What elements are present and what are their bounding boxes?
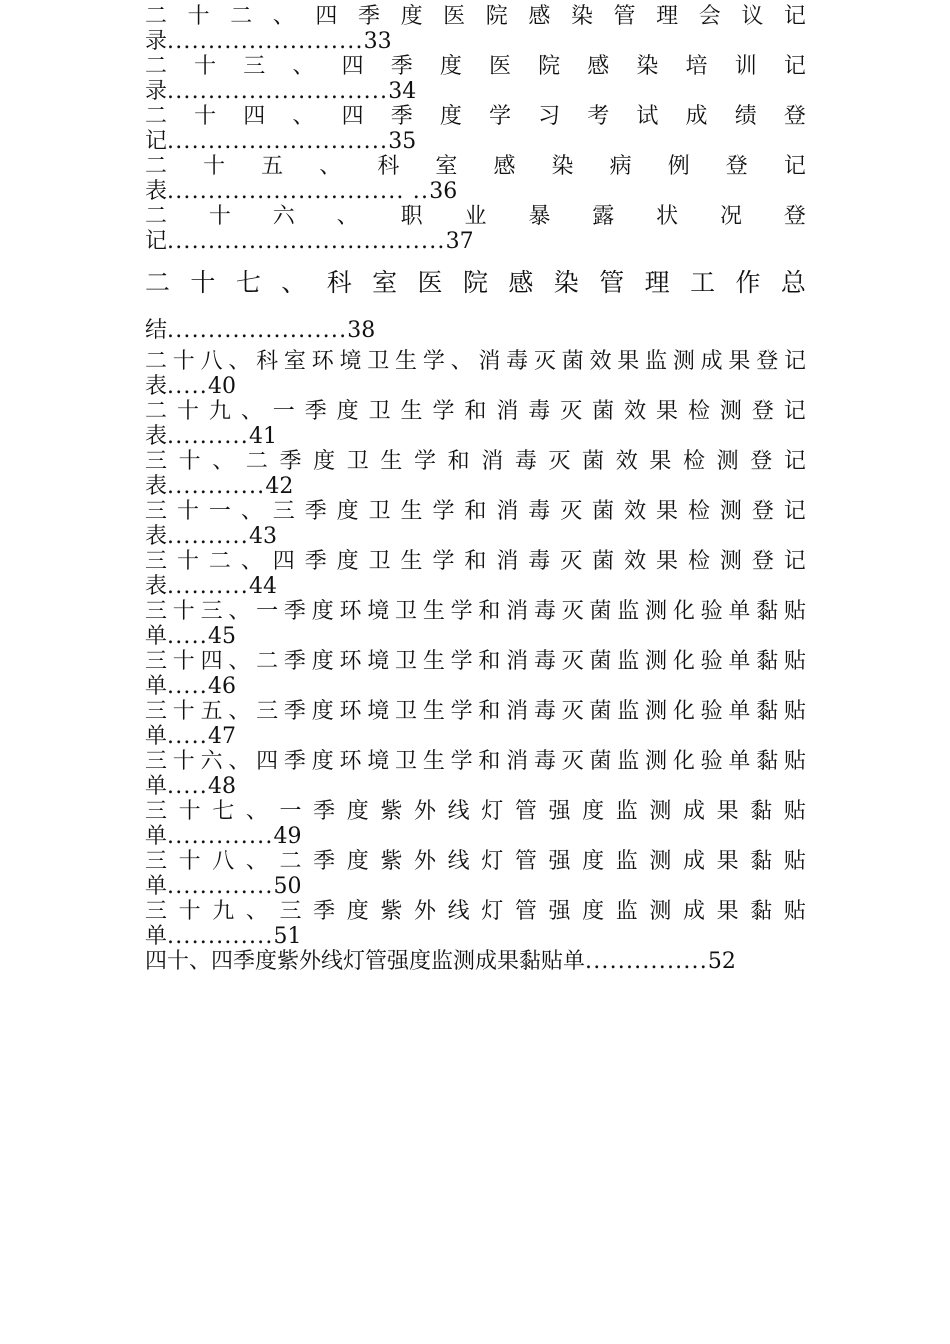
toc-entry <box>145 499 806 549</box>
toc-page-number: 51 <box>273 924 302 949</box>
toc-entry-tail-char: 记 <box>145 129 168 154</box>
toc-entry-continuation <box>145 874 806 899</box>
toc-leader-dots: ............. <box>167 824 274 849</box>
toc-leader-dots: .................................. <box>167 229 446 254</box>
toc-entry <box>145 54 806 104</box>
toc-page-number: 43 <box>248 524 277 549</box>
toc-entry <box>145 849 806 899</box>
toc-entry-tail-char: 表 <box>145 574 168 599</box>
toc-page-number: 42 <box>265 474 294 499</box>
toc-entry-continuation <box>145 624 806 649</box>
toc-entry-tail-char: 单 <box>145 624 168 649</box>
toc-entry-title: 三 十 五 、 三 季 度 环 境 卫 生 学 和 消 毒 灭 菌 监 测 化 验 单 黏 贴 <box>145 699 806 724</box>
toc-entry-title: 二 十 七 、 科 室 医 院 感 染 管 理 工 作 总 <box>145 268 806 297</box>
toc-entry-tail-char: 单 <box>145 824 168 849</box>
toc-page-number: 35 <box>388 129 417 154</box>
toc-entry-title: 二 十 二 、 四 季 度 医 院 感 染 管 理 会 议 记 <box>145 4 806 29</box>
toc-leader-dots: ............ <box>167 474 266 499</box>
toc-leader-dots: .......... <box>167 424 249 449</box>
toc-page-number: 49 <box>273 824 302 849</box>
toc-entry-continuation <box>145 229 806 254</box>
toc-page-number: 50 <box>273 874 302 899</box>
toc-entry <box>145 749 806 799</box>
toc-entry-continuation <box>145 129 806 154</box>
toc-entry-tail-char: 表 <box>145 374 168 399</box>
toc-entry-continuation <box>145 524 806 549</box>
toc-leader-dots: ............. <box>167 874 274 899</box>
toc-entry-tail-char: 录 <box>145 79 168 104</box>
toc-entry-tail-char: 结 <box>145 318 168 343</box>
toc-entry <box>145 649 806 699</box>
toc-leader-dots: ..... <box>167 624 208 649</box>
toc-entry-tail-char: 单 <box>145 874 168 899</box>
table-of-contents <box>145 4 806 974</box>
toc-leader-dots: ...................... <box>167 318 348 343</box>
toc-entry-title: 三 十 二 、 四 季 度 卫 生 学 和 消 毒 灭 菌 效 果 检 测 登 记 <box>145 549 806 574</box>
toc-entry <box>145 268 806 343</box>
toc-page-number: 52 <box>707 949 736 974</box>
toc-page-number: 34 <box>388 79 417 104</box>
toc-page-number: 41 <box>248 424 277 449</box>
toc-entry <box>145 449 806 499</box>
toc-entry-continuation <box>145 774 806 799</box>
toc-entry <box>145 204 806 254</box>
toc-entry <box>145 599 806 649</box>
toc-entry-continuation <box>145 574 806 599</box>
toc-entry <box>145 949 806 974</box>
toc-page-number: 44 <box>248 574 277 599</box>
toc-entry-tail-char: 单 <box>145 924 168 949</box>
toc-page-number: 36 <box>429 179 458 204</box>
toc-leader-dots: ..... <box>167 774 208 799</box>
toc-leader-dots: ..... <box>167 724 208 749</box>
toc-entry-title: 三 十 九 、 三 季 度 紫 外 线 灯 管 强 度 监 测 成 果 黏 贴 <box>145 899 806 924</box>
toc-page-number: 45 <box>207 624 236 649</box>
toc-entry <box>145 799 806 849</box>
toc-leader-dots: ..... <box>167 374 208 399</box>
toc-entry-continuation <box>145 318 806 343</box>
toc-entry <box>145 4 806 54</box>
toc-leader-dots: ............. <box>167 924 274 949</box>
toc-entry-title: 二 十 五 、 科 室 感 染 病 例 登 记 <box>145 154 806 179</box>
toc-entry-title: 三 十 四 、 二 季 度 环 境 卫 生 学 和 消 毒 灭 菌 监 测 化 验 单 黏 贴 <box>145 649 806 674</box>
toc-entry <box>145 104 806 154</box>
toc-leader-dots: ........................... <box>167 79 389 104</box>
toc-entry <box>145 899 806 949</box>
toc-entry-continuation <box>145 724 806 749</box>
toc-page-number: 38 <box>347 318 376 343</box>
toc-page-number: 46 <box>207 674 236 699</box>
toc-entry-tail-char: 表 <box>145 424 168 449</box>
toc-leader-dots: ........................ <box>167 29 364 54</box>
toc-entry-tail-char: 单 <box>145 724 168 749</box>
toc-entry-continuation <box>145 374 806 399</box>
toc-entry <box>145 154 806 204</box>
toc-entry-title: 二 十 八 、 科 室 环 境 卫 生 学 、 消 毒 灭 菌 效 果 监 测 成 果 登 记 <box>145 349 806 374</box>
toc-entry <box>145 549 806 599</box>
toc-page-number: 33 <box>363 29 392 54</box>
toc-page-number: 47 <box>207 724 236 749</box>
toc-entry-title: 二 十 三 、 四 季 度 医 院 感 染 培 训 记 <box>145 54 806 79</box>
toc-entry-title: 三 十 三 、 一 季 度 环 境 卫 生 学 和 消 毒 灭 菌 监 测 化 验 单 黏 贴 <box>145 599 806 624</box>
toc-entry-tail-char: 录 <box>145 29 168 54</box>
toc-entry-continuation <box>145 674 806 699</box>
toc-entry <box>145 349 806 399</box>
toc-entry-title: 二 十 六 、 职 业 暴 露 状 况 登 <box>145 204 806 229</box>
toc-entry-title: 二 十 九 、 一 季 度 卫 生 学 和 消 毒 灭 菌 效 果 检 测 登 记 <box>145 399 806 424</box>
toc-leader-dots: ............................. .. <box>167 179 430 204</box>
toc-entry-continuation <box>145 424 806 449</box>
toc-entry-title: 三 十 七 、 一 季 度 紫 外 线 灯 管 强 度 监 测 成 果 黏 贴 <box>145 799 806 824</box>
toc-entry-title: 三 十 、 二 季 度 卫 生 学 和 消 毒 灭 菌 效 果 检 测 登 记 <box>145 449 806 474</box>
toc-entry-continuation <box>145 29 806 54</box>
toc-entry-tail-char: 记 <box>145 229 168 254</box>
toc-entry-tail-char: 表 <box>145 524 168 549</box>
toc-leader-dots: ........................... <box>167 129 389 154</box>
toc-leader-dots: .......... <box>167 574 249 599</box>
toc-entry <box>145 399 806 449</box>
toc-leader-dots: ............... <box>585 949 708 974</box>
toc-entry-title: 三 十 八 、 二 季 度 紫 外 线 灯 管 强 度 监 测 成 果 黏 贴 <box>145 849 806 874</box>
toc-leader-dots: ..... <box>167 674 208 699</box>
toc-entry-title: 三 十 一 、 三 季 度 卫 生 学 和 消 毒 灭 菌 效 果 检 测 登 记 <box>145 499 806 524</box>
toc-page-number: 48 <box>207 774 236 799</box>
toc-entry-tail-char: 单 <box>145 674 168 699</box>
toc-entry-title: 二 十 四 、 四 季 度 学 习 考 试 成 绩 登 <box>145 104 806 129</box>
toc-entry <box>145 699 806 749</box>
toc-entry-title: 三 十 六 、 四 季 度 环 境 卫 生 学 和 消 毒 灭 菌 监 测 化 验 单 黏 贴 <box>145 749 806 774</box>
toc-entry-tail-char: 单 <box>145 774 168 799</box>
toc-page-number: 40 <box>207 374 236 399</box>
toc-entry-title: 四十、四季度紫外线灯管强度监测成果黏贴单 <box>145 949 586 974</box>
toc-entry-continuation <box>145 179 806 204</box>
toc-entry-tail-char: 表 <box>145 179 168 204</box>
toc-entry-continuation <box>145 79 806 104</box>
toc-entry-continuation <box>145 824 806 849</box>
toc-page-number: 37 <box>445 229 474 254</box>
toc-entry-continuation <box>145 474 806 499</box>
toc-entry-tail-char: 表 <box>145 474 168 499</box>
toc-entry-continuation <box>145 924 806 949</box>
toc-leader-dots: .......... <box>167 524 249 549</box>
